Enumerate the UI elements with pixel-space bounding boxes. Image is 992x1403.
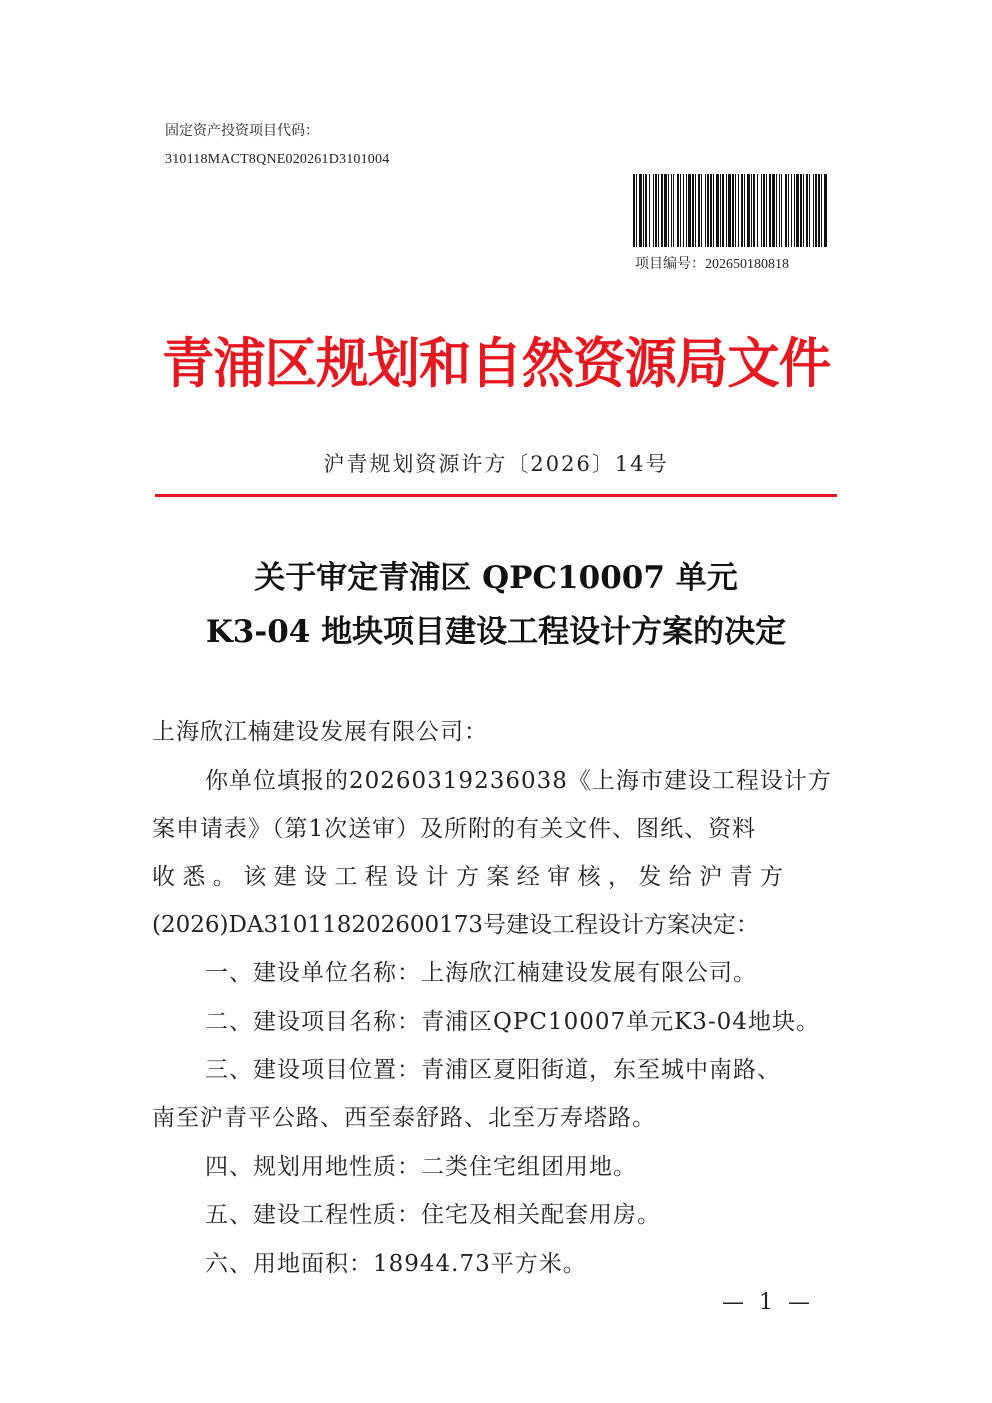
barcode-bar	[751, 174, 752, 247]
barcode-bar	[710, 174, 712, 247]
intro-paragraph-line: 收悉。该建设工程设计方案经审核，发给沪青方	[152, 864, 791, 890]
investment-code-label: 固定资产投资项目代码：	[165, 124, 319, 139]
barcode-bar	[653, 174, 654, 247]
barcode-bar	[686, 174, 687, 247]
barcode-bar	[649, 174, 650, 247]
barcode-bar	[698, 174, 700, 247]
barcode-bar	[757, 174, 758, 247]
barcode-bar	[747, 174, 750, 247]
intro-paragraph-line: 案申请表》（第1次送审）及所附的有关文件、图纸、资料	[152, 816, 757, 842]
barcode-bar	[803, 174, 804, 247]
barcode-bar	[705, 174, 706, 247]
barcode-bar	[726, 174, 727, 247]
barcode-bar	[722, 174, 724, 247]
barcode-bar	[655, 174, 657, 247]
barcode-bar	[781, 174, 782, 247]
decision-item-continuation: 南至沪青平公路、西至泰舒路、北至万寿塔路。	[152, 1105, 656, 1131]
barcode-bar	[813, 174, 814, 247]
barcode-bar	[753, 174, 755, 247]
barcode-bar	[800, 174, 802, 247]
page-number-wrapper	[0, 1288, 992, 1318]
barcode-bar	[761, 174, 762, 247]
intro-paragraph-line: (2026)DA310118202600173号建设工程设计方案决定：	[152, 912, 760, 938]
decision-item: 六、用地面积：18944.73平方米。	[205, 1251, 587, 1277]
investment-code-value: 310118MACT8QNE020261D3101004	[165, 152, 390, 167]
intro-paragraph-line: 你单位填报的20260319236038《上海市建设工程设计方	[205, 768, 832, 794]
barcode-bar	[643, 174, 644, 247]
barcode-bar	[701, 174, 702, 247]
agency-file-header: 青浦区规划和自然资源局文件	[161, 332, 831, 395]
barcode-bar	[785, 174, 787, 247]
barcode-bar	[794, 174, 795, 247]
barcode-bar	[776, 174, 777, 247]
barcode-bar	[680, 174, 681, 247]
barcode-bar	[791, 174, 792, 247]
decision-item: 二、建设项目名称：青浦区QPC10007单元K3-04地块。	[205, 1009, 820, 1035]
barcode-bar	[741, 174, 743, 247]
barcode-bar	[673, 174, 674, 247]
barcode-bar	[668, 174, 669, 247]
barcode-bar	[763, 174, 765, 247]
barcode-bar	[772, 174, 775, 247]
barcode-bar	[815, 174, 817, 247]
project-number: 项目编号：202650180818	[635, 257, 789, 272]
barcode-bar	[639, 174, 642, 247]
barcode-bar	[720, 174, 721, 247]
barcode-icon	[633, 174, 827, 247]
barcode-bar	[683, 174, 684, 247]
barcode-bar	[821, 174, 822, 247]
barcode-bar	[636, 174, 637, 247]
barcode-bar	[633, 174, 635, 247]
decision-item: 一、建设单位名称：上海欣江楠建设发展有限公司。	[205, 960, 757, 986]
barcode-bar	[688, 174, 691, 247]
barcode-bar	[716, 174, 719, 247]
barcode-bar	[779, 174, 780, 247]
barcode-bar	[818, 174, 820, 247]
barcode-bar	[824, 174, 827, 247]
barcode-bar	[658, 174, 659, 247]
barcode-bar	[671, 174, 672, 247]
barcode-bar	[732, 174, 734, 247]
barcode-bar	[707, 174, 709, 247]
barcode-bar	[788, 174, 789, 247]
barcode-bar	[769, 174, 771, 247]
barcode-bar	[713, 174, 714, 247]
barcode-bar	[806, 174, 808, 247]
page-number: — 1 —	[722, 1290, 814, 1315]
barcode-bar	[766, 174, 767, 247]
barcode-bar	[735, 174, 736, 247]
red-divider-line	[155, 494, 837, 497]
decision-item: 三、建设项目位置：青浦区夏阳街道，东至城中南路、	[205, 1057, 781, 1083]
barcode-bar	[738, 174, 739, 247]
decision-item: 五、建设工程性质：住宅及相关配套用房。	[205, 1202, 661, 1228]
barcode-bar	[664, 174, 667, 247]
document-number: 沪青规划资源许方〔2026〕14号	[323, 452, 669, 476]
barcode-bar	[728, 174, 731, 247]
barcode-bar	[809, 174, 810, 247]
barcode-bar	[677, 174, 679, 247]
barcode-bar	[695, 174, 696, 247]
barcode-bar	[692, 174, 694, 247]
barcode-bar	[645, 174, 647, 247]
barcode-bar	[744, 174, 745, 247]
addressee: 上海欣江楠建设发展有限公司：	[152, 719, 488, 745]
decision-item: 四、规划用地性质：二类住宅组团用地。	[205, 1154, 637, 1180]
barcode-bar	[661, 174, 663, 247]
document-title-line-2: K3-04 地块项目建设工程设计方案的决定	[205, 614, 787, 650]
barcode-bar	[796, 174, 799, 247]
document-title-line-1: 关于审定青浦区 QPC10007 单元	[254, 560, 738, 596]
